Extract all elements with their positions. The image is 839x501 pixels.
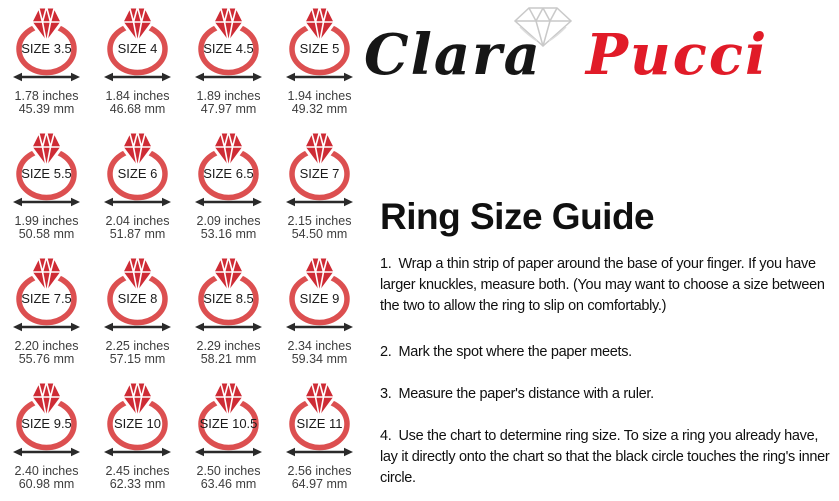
ring-icon xyxy=(92,1,183,85)
ring-inches: 2.40 inches xyxy=(14,464,79,478)
ring-diamond-icon xyxy=(213,132,244,168)
ring-mm: 53.16 mm xyxy=(200,227,257,241)
ring-size-label: SIZE 4 xyxy=(117,41,158,56)
ring-icon xyxy=(1,126,92,210)
guide-title: Ring Size Guide xyxy=(380,196,655,237)
ring-icon xyxy=(92,376,183,460)
ring-measurements xyxy=(106,465,170,491)
ring-inches: 1.78 inches xyxy=(14,89,79,103)
ring-measurements xyxy=(288,465,352,491)
instruction-text: Use the chart to determine ring size. To size a ring you already have, lay it directly onto the chart so that the black circle touches the ring's inner circle. xyxy=(380,428,830,486)
ring-cell xyxy=(274,126,365,251)
ring-diamond-icon xyxy=(31,257,62,293)
ring-cell xyxy=(92,1,183,126)
brand-name-pucci: Pucci xyxy=(585,22,769,88)
ring-inches: 2.50 inches xyxy=(196,464,261,478)
ring-measurements xyxy=(106,215,170,241)
instructions-list xyxy=(380,254,832,501)
ring-mm: 49.32 mm xyxy=(291,102,348,116)
ring-size-label: SIZE 10.5 xyxy=(199,416,258,431)
ring-size-label: SIZE 3.5 xyxy=(21,41,72,56)
ring-mm: 59.34 mm xyxy=(291,352,348,366)
ring-diamond-icon xyxy=(31,7,62,43)
ring-inches: 2.04 inches xyxy=(105,214,170,228)
ring-inches: 1.84 inches xyxy=(105,89,170,103)
ring-inches: 2.20 inches xyxy=(14,339,79,353)
ring-diamond-icon xyxy=(31,382,62,418)
ring-mm: 46.68 mm xyxy=(109,102,166,116)
ring-measurements xyxy=(15,340,79,366)
ring-inches: 1.94 inches xyxy=(287,89,352,103)
ring-size-label: SIZE 8.5 xyxy=(203,291,254,306)
ring-icon xyxy=(1,376,92,460)
ring-inches: 2.56 inches xyxy=(287,464,352,478)
ring-mm: 62.33 mm xyxy=(109,477,166,491)
ring-size-label: SIZE 6 xyxy=(117,166,158,181)
ring-size-label: SIZE 11 xyxy=(296,416,343,431)
ring-measurements xyxy=(197,90,261,116)
ring-measurements xyxy=(288,340,352,366)
ring-size-label: SIZE 10 xyxy=(114,416,161,431)
ring-icon xyxy=(274,251,365,335)
ring-diamond-icon xyxy=(213,7,244,43)
ring-mm: 64.97 mm xyxy=(291,477,348,491)
ring-icon xyxy=(183,376,274,460)
ring-icon xyxy=(92,126,183,210)
ring-cell xyxy=(183,251,274,376)
ring-cell xyxy=(92,126,183,251)
ring-mm: 45.39 mm xyxy=(18,102,75,116)
ring-measurements xyxy=(288,215,352,241)
ring-icon xyxy=(1,1,92,85)
ring-mm: 50.58 mm xyxy=(18,227,75,241)
ring-mm: 57.15 mm xyxy=(109,352,166,366)
ring-cell xyxy=(183,376,274,501)
instruction-number: 3. xyxy=(380,386,392,402)
ring-cell xyxy=(92,376,183,501)
ring-measurements xyxy=(15,465,79,491)
ring-measurements xyxy=(288,90,352,116)
ring-cell xyxy=(92,251,183,376)
ring-diamond-icon xyxy=(304,382,335,418)
ring-icon xyxy=(183,1,274,85)
brand-name-clara: Clara xyxy=(364,22,542,88)
ring-measurements xyxy=(15,90,79,116)
ring-mm: 51.87 mm xyxy=(109,227,166,241)
ring-icon xyxy=(274,1,365,85)
instruction-text: Measure the paper's distance with a ruler. xyxy=(398,386,654,402)
ring-cell xyxy=(1,251,92,376)
ring-cell xyxy=(274,376,365,501)
ring-diamond-icon xyxy=(122,257,153,293)
ring-inches: 1.89 inches xyxy=(196,89,261,103)
ring-size-label: SIZE 4.5 xyxy=(203,41,254,56)
ring-inches: 2.29 inches xyxy=(196,339,261,353)
instruction-number: 4. xyxy=(380,428,392,444)
ring-mm: 63.46 mm xyxy=(200,477,257,491)
ring-size-label: SIZE 9.5 xyxy=(21,416,72,431)
ring-size-label: SIZE 5.5 xyxy=(21,166,72,181)
instruction-number: 1. xyxy=(380,256,392,272)
ring-cell xyxy=(1,126,92,251)
ring-icon xyxy=(1,251,92,335)
ring-mm: 54.50 mm xyxy=(291,227,348,241)
ring-diamond-icon xyxy=(213,382,244,418)
ring-icon xyxy=(92,251,183,335)
ring-inches: 2.45 inches xyxy=(105,464,170,478)
instruction-text: Mark the spot where the paper meets. xyxy=(398,344,632,360)
ring-size-label: SIZE 7 xyxy=(299,166,340,181)
ring-diamond-icon xyxy=(304,7,335,43)
ring-cell xyxy=(274,1,365,126)
ring-icon xyxy=(183,126,274,210)
ring-size-label: SIZE 6.5 xyxy=(203,166,254,181)
ring-mm: 55.76 mm xyxy=(18,352,75,366)
ring-inches: 2.15 inches xyxy=(287,214,352,228)
ring-cell xyxy=(1,1,92,126)
instruction-item xyxy=(380,254,832,317)
ring-inches: 2.09 inches xyxy=(196,214,261,228)
ring-measurements xyxy=(197,340,261,366)
brand-logo xyxy=(364,22,768,88)
ring-inches: 2.25 inches xyxy=(105,339,170,353)
ring-mm: 47.97 mm xyxy=(200,102,257,116)
ring-mm: 60.98 mm xyxy=(18,477,75,491)
instruction-item xyxy=(380,342,832,363)
ring-measurements xyxy=(106,340,170,366)
instruction-number: 2. xyxy=(380,344,392,360)
ring-size-label: SIZE 5 xyxy=(299,41,340,56)
ring-cell xyxy=(274,251,365,376)
ring-diamond-icon xyxy=(213,257,244,293)
ring-diamond-icon xyxy=(122,382,153,418)
ring-icon xyxy=(274,376,365,460)
ring-diamond-icon xyxy=(304,132,335,168)
ring-size-label: SIZE 8 xyxy=(117,291,158,306)
ring-diamond-icon xyxy=(122,132,153,168)
ring-diamond-icon xyxy=(31,132,62,168)
ring-chart-grid xyxy=(1,1,365,501)
ring-size-label: SIZE 7.5 xyxy=(21,291,72,306)
ring-measurements xyxy=(197,215,261,241)
ring-measurements xyxy=(106,90,170,116)
ring-icon xyxy=(183,251,274,335)
ring-icon xyxy=(274,126,365,210)
ring-diamond-icon xyxy=(122,7,153,43)
ring-cell xyxy=(183,1,274,126)
ring-inches: 1.99 inches xyxy=(14,214,79,228)
ring-size-label: SIZE 9 xyxy=(299,291,340,306)
ring-measurements xyxy=(15,215,79,241)
ring-diamond-icon xyxy=(304,257,335,293)
instruction-item xyxy=(380,426,832,489)
instruction-item xyxy=(380,384,832,405)
ring-inches: 2.34 inches xyxy=(287,339,352,353)
ring-mm: 58.21 mm xyxy=(200,352,257,366)
ring-cell xyxy=(183,126,274,251)
ring-measurements xyxy=(197,465,261,491)
ring-cell xyxy=(1,376,92,501)
instruction-text: Wrap a thin strip of paper around the base of your finger. If you have larger knuckles, measure both. (You may want to choose a size between the two to allow the ring to slip on comfortably.) xyxy=(380,256,825,314)
